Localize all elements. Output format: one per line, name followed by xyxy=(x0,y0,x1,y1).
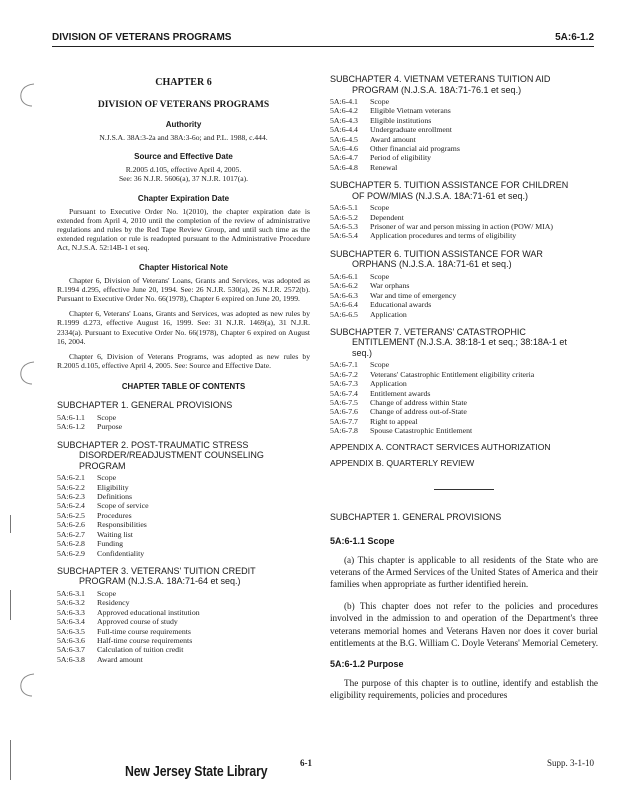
right-column xyxy=(330,74,598,711)
section-1-1-title: 5A:6-1.1 Scope xyxy=(330,535,395,546)
toc-entry: 5A:6-3.8 Award amount xyxy=(57,654,143,664)
hole-punch-mark xyxy=(18,672,40,698)
subchapter-4-list xyxy=(330,97,598,172)
authority-text: N.J.S.A. 38A:3-2a and 38A:3-6o; and P.L. 1988, c.444. xyxy=(99,133,268,142)
history-paragraph: Chapter 6, Division of Veterans Programs, was adopted as new rules by R.2005 d.105, effective April 4, 2005. See: Source and Effective Date. xyxy=(57,352,310,371)
toc-entry: 5A:6-3.4 Approved course of study xyxy=(57,617,178,627)
subchapter-7-title: SUBCHAPTER 7. VETERANS' CATASTROPHIC ENTITLEMENT (N.J.S.A. 38:18-1 et seq.; 38:18A-1 et seq.) xyxy=(330,326,567,358)
left-column xyxy=(57,74,310,664)
toc-entry: 5A:6-3.5 Full-time course requirements xyxy=(57,626,191,636)
toc-entry: 5A:6-7.6 Change of address out-of-State xyxy=(330,407,467,417)
toc-entry: 5A:6-4.5 Award amount xyxy=(330,134,416,144)
subchapter-2-list xyxy=(57,473,310,558)
header-title: DIVISION OF VETERANS PROGRAMS xyxy=(52,32,232,43)
toc-heading: CHAPTER TABLE OF CONTENTS xyxy=(121,382,246,392)
toc-entry: 5A:6-2.8 Funding xyxy=(57,539,123,549)
page-number: 6-1 xyxy=(300,758,312,768)
toc-entry: 5A:6-7.4 Entitlement awards xyxy=(330,388,431,398)
body-subchapter-title: SUBCHAPTER 1. GENERAL PROVISIONS xyxy=(330,511,502,522)
library-stamp: New Jersey State Library xyxy=(125,763,268,780)
toc-entry: 5A:6-3.2 Residency xyxy=(57,598,130,608)
section-divider xyxy=(434,489,494,490)
expiration-text: Pursuant to Executive Order No. 1(2010), the chapter expiration date is extended from April 4, 2010 until the completion of the review of administrative regulations and rules by the Red Tape Review Group, and until such time as the extended regulation or rule is readopted pursuant to the Administrative Procedure Act, N.J.S.A. 52:14B-1 et seq. xyxy=(57,206,310,253)
section-1-1-paragraph-a: (a) This chapter is applicable to all residents of the State who are veterans of the Armed Services of the United States of America and their families when appropriate as further identified herein. xyxy=(330,554,598,590)
toc-entry: 5A:6-4.1 Scope xyxy=(330,97,390,106)
subchapter-4-title: SUBCHAPTER 4. VIETNAM VETERANS TUITION AID PROGRAM (N.J.S.A. 18A:71-76.1 et seq.) xyxy=(330,74,551,95)
toc-entry: 5A:6-2.3 Definitions xyxy=(57,492,133,502)
subchapter-6-list xyxy=(330,272,598,319)
history-heading: Chapter Historical Note xyxy=(139,262,228,272)
toc-entry: 5A:6-2.4 Scope of service xyxy=(57,501,149,511)
toc-entry: 5A:6-4.6 Other financial aid programs xyxy=(330,144,460,154)
subchapter-5-title: SUBCHAPTER 5. TUITION ASSISTANCE FOR CHILDREN OF POW/MIAS (N.J.S.A. 18A:71-61 et seq.) xyxy=(330,180,569,201)
subchapter-1-title: SUBCHAPTER 1. GENERAL PROVISIONS xyxy=(57,400,233,411)
toc-entry: 5A:6-4.7 Period of eligibility xyxy=(330,153,432,163)
toc-entry: 5A:6-2.9 Confidentiality xyxy=(57,548,145,558)
toc-entry: 5A:6-3.7 Calculation of tuition credit xyxy=(57,645,184,655)
toc-entry: 5A:6-7.7 Right to appeal xyxy=(330,416,418,426)
toc-entry: 5A:6-2.5 Procedures xyxy=(57,510,132,520)
margin-mark xyxy=(10,515,11,533)
toc-entry: 5A:6-3.3 Approved educational institution xyxy=(57,607,200,617)
toc-entry: 5A:6-7.3 Application xyxy=(330,379,407,389)
toc-entry: 5A:6-2.1 Scope xyxy=(57,473,117,483)
toc-entry: 5A:6-1.2 Purpose xyxy=(57,422,123,432)
toc-entry: 5A:6-4.8 Renewal xyxy=(330,162,398,172)
toc-entry: 5A:6-5.2 Dependent xyxy=(330,212,404,222)
appendix-a: APPENDIX A. CONTRACT SERVICES AUTHORIZATION xyxy=(330,441,551,452)
toc-entry: 5A:6-7.8 Spouse Catastrophic Entitlement xyxy=(330,426,473,436)
division-title: DIVISION OF VETERANS PROGRAMS xyxy=(97,100,270,110)
toc-entry: 5A:6-7.2 Veterans' Catastrophic Entitlement eligibility criteria xyxy=(330,369,535,379)
subchapter-7-list xyxy=(330,360,598,435)
toc-entry: 5A:6-2.7 Waiting list xyxy=(57,529,133,539)
running-header xyxy=(52,30,594,47)
toc-entry: 5A:6-4.3 Eligible institutions xyxy=(330,115,432,125)
source-line: See: 36 N.J.R. 5606(a), 37 N.J.R. 1017(a). xyxy=(118,174,249,184)
subchapter-2-title: SUBCHAPTER 2. POST-TRAUMATIC STRESS DISORDER/READJUSTMENT COUNSELING PROGRAM xyxy=(57,439,264,471)
hole-punch-mark xyxy=(18,360,40,386)
toc-entry: 5A:6-6.2 War orphans xyxy=(330,281,410,291)
toc-entry: 5A:6-7.5 Change of address within State xyxy=(330,398,468,408)
toc-entry: 5A:6-6.5 Application xyxy=(330,309,407,319)
toc-entry: 5A:6-3.1 Scope xyxy=(57,588,117,598)
authority-heading: Authority xyxy=(165,120,202,129)
subchapter-3-list xyxy=(57,589,310,664)
header-section-number: 5A:6-1.2 xyxy=(555,32,594,43)
source-heading: Source and Effective Date xyxy=(134,152,233,162)
toc-entry: 5A:6-5.3 Prisoner of war and person missing in action (POW/ MIA) xyxy=(330,222,553,232)
toc-entry: 5A:6-4.4 Undergraduate enrollment xyxy=(330,125,452,135)
toc-entry: 5A:6-3.6 Half-time course requirements xyxy=(57,635,193,645)
chapter-number: CHAPTER 6 xyxy=(155,77,212,88)
section-1-2-paragraph: The purpose of this chapter is to outline, identify and establish the eligibility requirements, policies and procedures xyxy=(330,678,598,701)
toc-entry: 5A:6-6.1 Scope xyxy=(330,271,390,281)
section-1-2-title: 5A:6-1.2 Purpose xyxy=(330,659,404,670)
subchapter-1-list xyxy=(57,413,310,432)
margin-mark xyxy=(10,590,11,620)
supplement-date: Supp. 3-1-10 xyxy=(547,758,594,768)
toc-entry: 5A:6-6.3 War and time of emergency xyxy=(330,290,457,300)
toc-entry: 5A:6-4.2 Eligible Vietnam veterans xyxy=(330,106,451,116)
toc-entry: 5A:6-2.2 Eligibility xyxy=(57,482,129,492)
subchapter-6-title: SUBCHAPTER 6. TUITION ASSISTANCE FOR WAR ORPHANS (N.J.S.A. 18A:71-61 et seq.) xyxy=(330,248,543,270)
subchapter-5-list xyxy=(330,203,598,241)
hole-punch-mark xyxy=(18,82,40,108)
history-paragraph: Chapter 6, Veterans' Loans, Grants and Services, was adopted as new rules by R.1999 d.273, effective August 16, 1999. See: 31 N.J.R. 1469(a), 31 N.J.R. 2334(a). Pursuant to Executive Order No. 66(1978), Chapter 6 expired on August 16, 2004. xyxy=(57,309,310,346)
toc-entry: 5A:6-7.1 Scope xyxy=(330,360,390,370)
toc-entry: 5A:6-6.4 Educational awards xyxy=(330,300,432,310)
expiration-heading: Chapter Expiration Date xyxy=(137,193,230,203)
toc-entry: 5A:6-5.1 Scope xyxy=(330,203,390,213)
appendix-b: APPENDIX B. QUARTERLY REVIEW xyxy=(330,458,475,469)
toc-entry: 5A:6-1.1 Scope xyxy=(57,412,117,422)
history-paragraph: Chapter 6, Division of Veterans' Loans, Grants and Services, was adopted as R.1994 d.295, effective June 20, 1994. See: 26 N.J.R. 530(a), 26 N.J.R. 2572(b). Pursuant to Executive Order No. 66(1978), Chapter 6 expired on June 20, 1999. xyxy=(57,275,310,304)
margin-mark xyxy=(10,740,11,780)
toc-entry: 5A:6-5.4 Application procedures and terms of eligibility xyxy=(330,231,517,241)
toc-entry: 5A:6-2.6 Responsibilities xyxy=(57,520,147,530)
section-1-1-paragraph-b: (b) This chapter does not refer to the policies and procedures involved in the admission to and operation of the Department's three veterans memorial homes and Veterans Haven nor does it cover burial entitlements at the B.G. William C. Doyle Veterans' Memorial Cemetery. xyxy=(330,601,598,648)
subchapter-3-title: SUBCHAPTER 3. VETERANS' TUITION CREDIT PROGRAM (N.J.S.A. 18A:71-64 et seq.) xyxy=(57,565,256,587)
source-line: R.2005 d.105, effective April 4, 2005. xyxy=(125,165,242,175)
